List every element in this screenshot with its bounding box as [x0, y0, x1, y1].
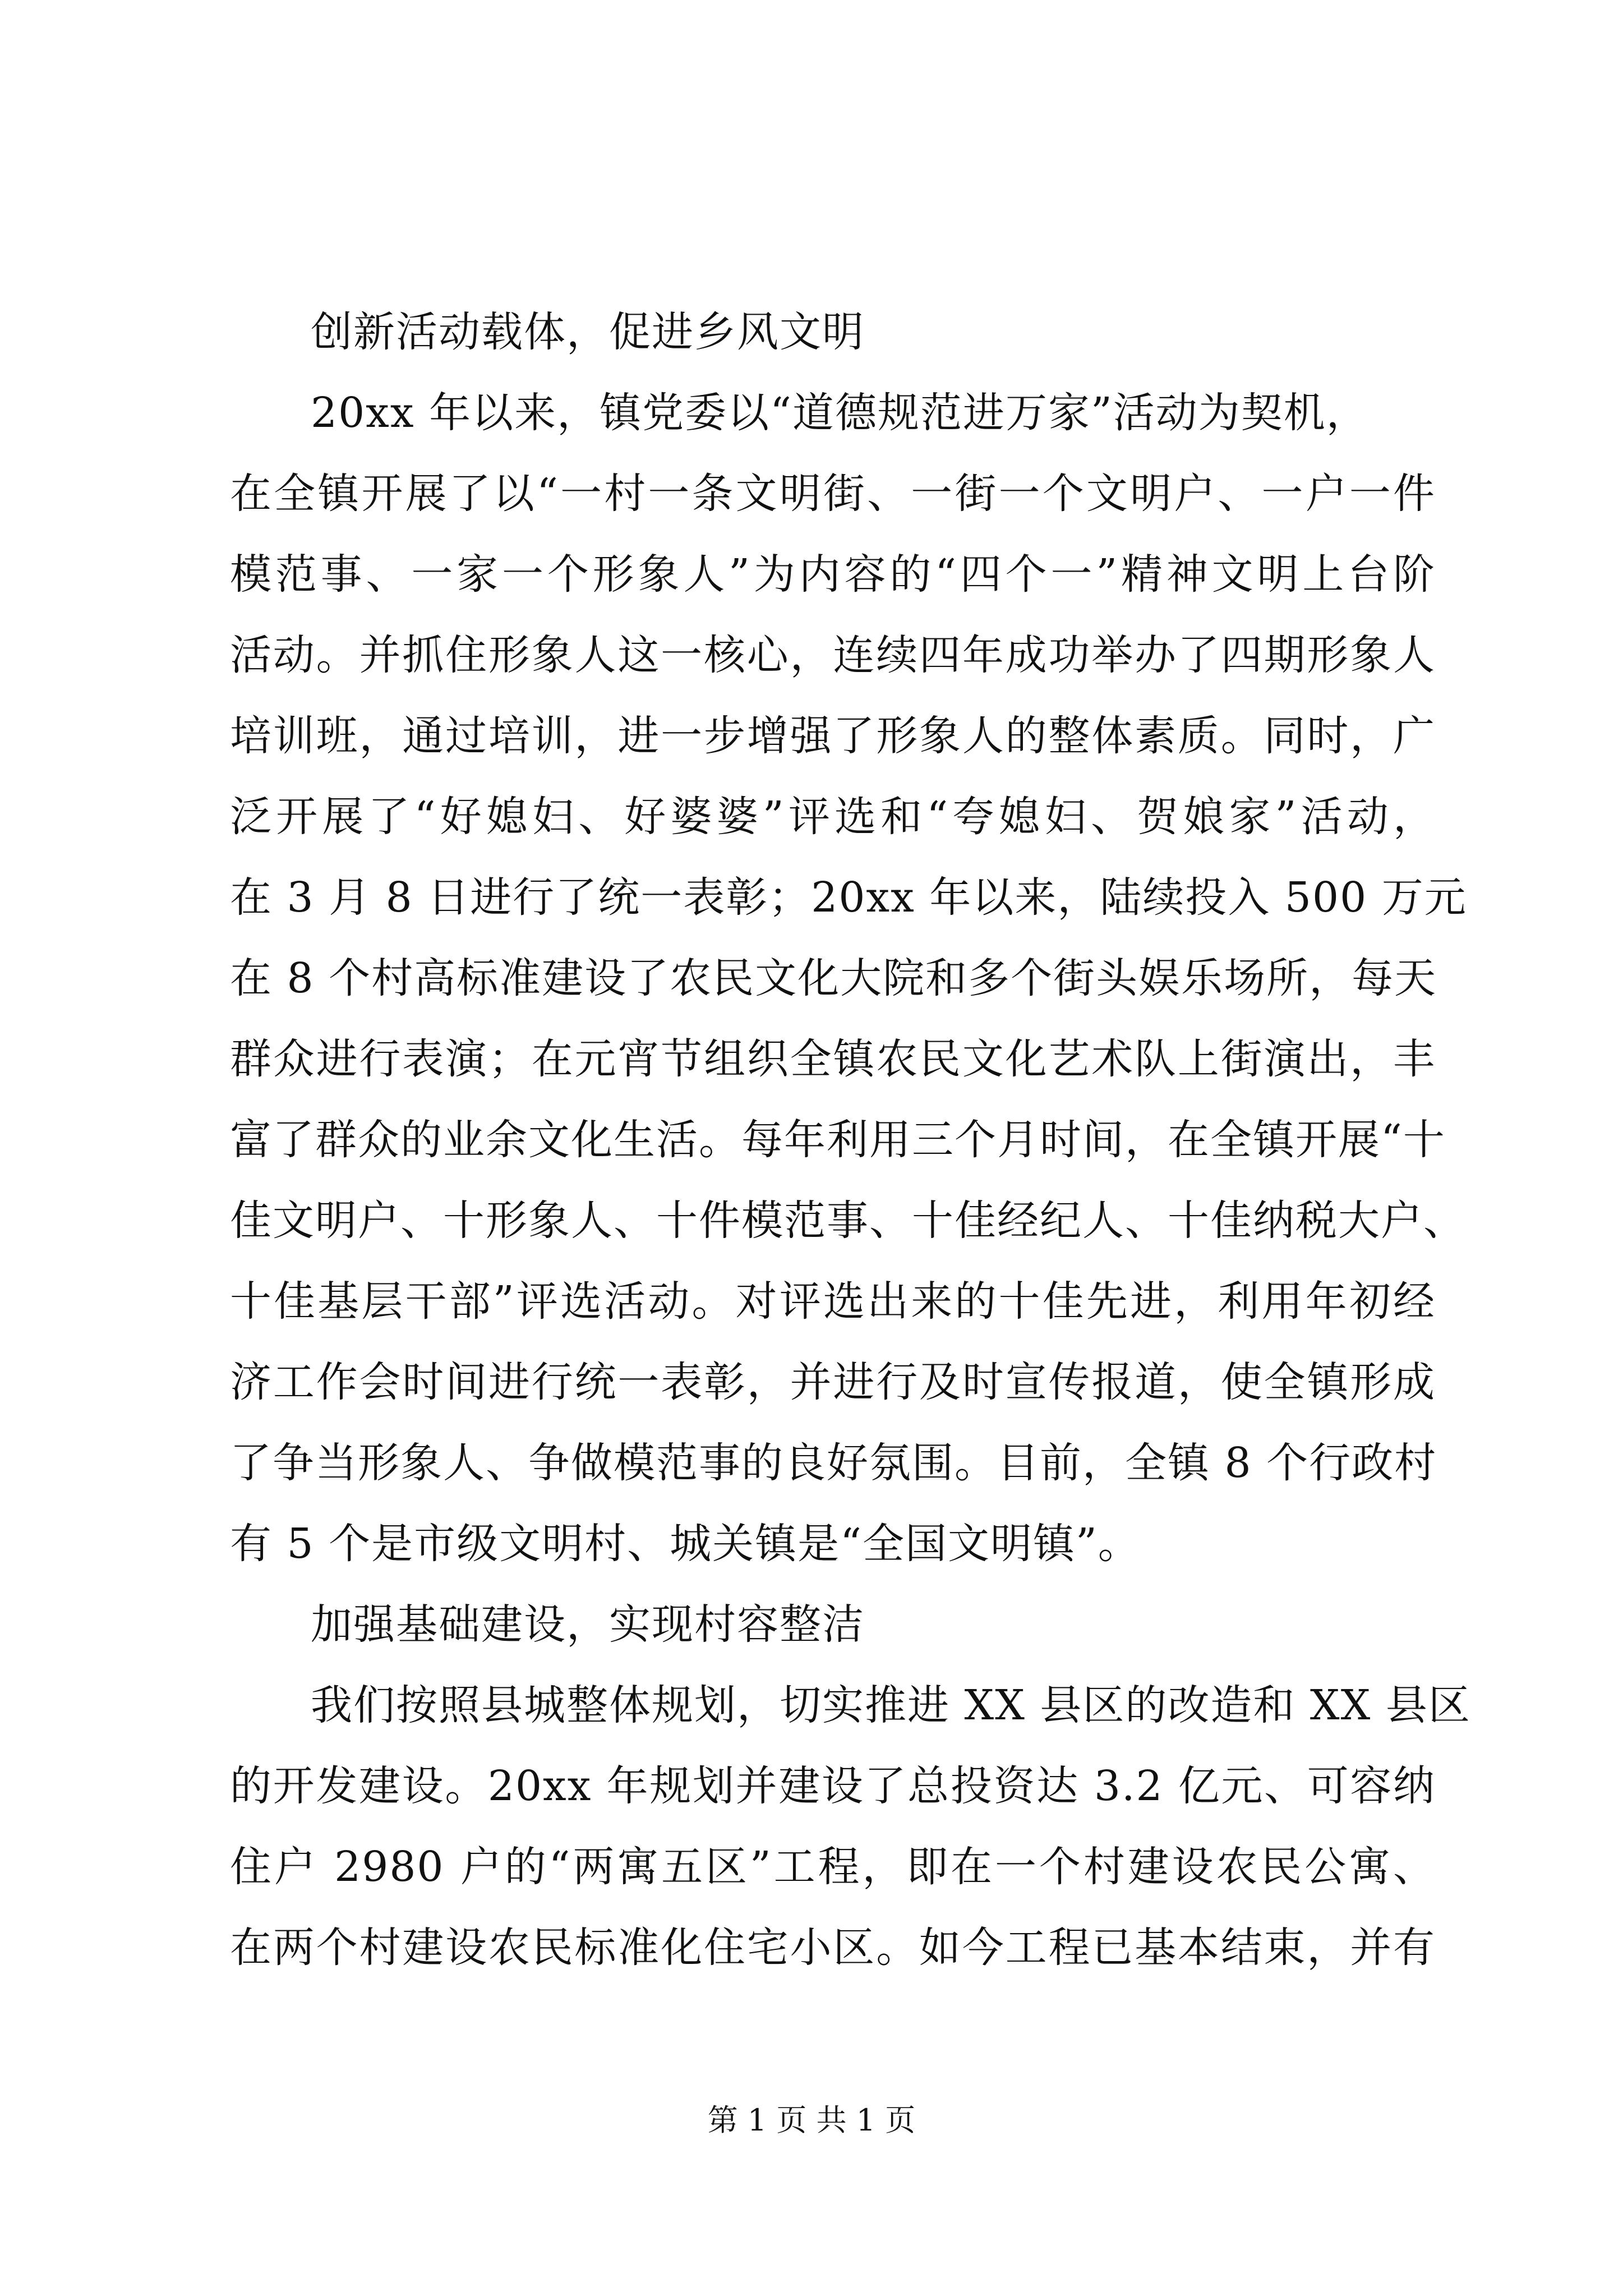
paragraph-line: 群众进行表演；在元宵节组织全镇农民文化艺术队上街演出，丰 — [230, 1035, 1436, 1083]
paragraph-line: 我们按照县城整体规划，切实推进 XX 县区的改造和 XX 县区 — [311, 1681, 1471, 1729]
paragraph-line: 活动。并抓住形象人这一核心，连续四年成功举办了四期形象人 — [230, 631, 1436, 679]
paragraph-line: 模范事、一家一个形象人”为内容的“四个一”精神文明上台阶 — [230, 550, 1436, 599]
paragraph-line: 泛开展了“好媳妇、好婆婆”评选和“夸媳妇、贺娘家”活动， — [230, 793, 1436, 841]
section-heading: 创新活动载体，促进乡风文明 — [311, 308, 865, 356]
paragraph-line: 在 3 月 8 日进行了统一表彰；20xx 年以来，陆续投入 500 万元 — [230, 873, 1467, 922]
paragraph-line: 富了群众的业余文化生活。每年利用三个月时间，在全镇开展“十 — [230, 1116, 1446, 1164]
paragraph-line: 佳文明户、十形象人、十件模范事、十佳经纪人、十佳纳税大户、 — [230, 1197, 1466, 1245]
page-number-footer: 第 1 页 共 1 页 — [707, 2102, 916, 2138]
paragraph-line: 在 8 个村高标准建设了农民文化大院和多个街头娱乐场所，每天 — [230, 954, 1437, 1002]
paragraph-line: 有 5 个是市级文明村、城关镇是“全国文明镇”。 — [230, 1520, 1141, 1568]
paragraph-line: 在全镇开展了以“一村一条文明街、一街一个文明户、一户一件 — [230, 470, 1436, 518]
paragraph-line: 了争当形象人、争做模范事的良好氛围。目前，全镇 8 个行政村 — [230, 1439, 1437, 1487]
paragraph-line: 十佳基层干部”评选活动。对评选出来的十佳先进，利用年初经 — [230, 1277, 1436, 1326]
paragraph-line: 20xx 年以来，镇党委以“道德规范进万家”活动为契机， — [311, 389, 1369, 437]
paragraph-line: 济工作会时间进行统一表彰，并进行及时宣传报道，使全镇形成 — [230, 1358, 1436, 1406]
paragraph-line: 培训班，通过培训，进一步增强了形象人的整体素质。同时，广 — [230, 712, 1436, 760]
paragraph-line: 住户 2980 户的“两寓五区”工程，即在一个村建设农民公寓、 — [230, 1843, 1436, 1891]
paragraph-line: 在两个村建设农民标准化住宅小区。如今工程已基本结束，并有 — [230, 1924, 1436, 1972]
section-heading: 加强基础建设，实现村容整洁 — [311, 1600, 865, 1649]
document-body — [230, 292, 1471, 1988]
paragraph-line: 的开发建设。20xx 年规划并建设了总投资达 3.2 亿元、可容纳 — [230, 1762, 1436, 1810]
